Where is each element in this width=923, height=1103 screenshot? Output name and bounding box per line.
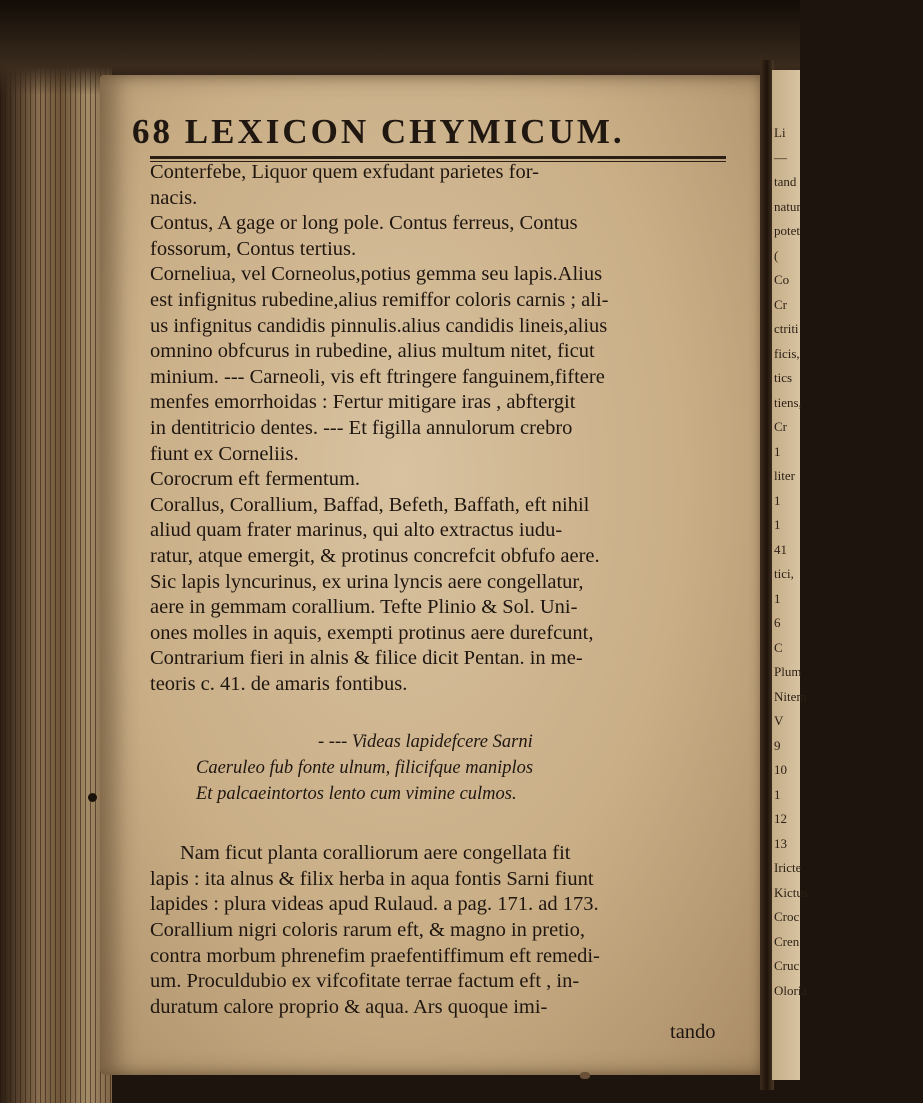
next-page-fragment: ( <box>774 247 779 263</box>
next-page-fragment: liter <box>774 468 795 483</box>
page-body <box>150 160 755 1046</box>
next-page-fragment: 1 <box>774 590 781 606</box>
next-page-fragment: 1 <box>774 517 781 532</box>
next-page-fragment: V <box>774 713 784 728</box>
text-line: Corneliua, vel Corneolus,potius gemma seu lapis.Alius <box>150 263 603 286</box>
text-line: est infignitus rubedine,alius remiffor coloris carnis ; ali- <box>150 288 609 311</box>
next-page-fragment: potet <box>774 223 800 238</box>
next-page-fragment: Cruc <box>774 958 800 973</box>
page-stack-lines <box>0 0 112 1103</box>
next-page-fragment: 12 <box>774 811 787 826</box>
text-line: nacis. <box>150 186 198 209</box>
text-line: fossorum, Contus tertius. <box>150 237 357 260</box>
verse-line: - --- Videas lapidefcere Sarni <box>318 732 533 753</box>
text-line: aere in gemmam corallium. Tefte Plinio & Sol. Uni- <box>150 596 578 619</box>
text-line: Nam ficut planta coralliorum aere congellata fit <box>180 842 571 865</box>
text-line: omnino obfcurus in rubedine, alius multum nitet, ficut <box>150 340 595 363</box>
text-line: um. Proculdubio ex vifcofitate terrae factum eft , in- <box>150 970 580 993</box>
next-page-fragment: Iricte <box>774 860 802 875</box>
text-line: teoris c. 41. de amaris fontibus. <box>150 672 408 695</box>
text-line: Conterfebe, Liquor quem exfudant parietes for- <box>150 161 539 183</box>
next-page-edge <box>772 70 808 1080</box>
text-line: Contrarium fieri in alnis & filice dicit Pentan. in me- <box>150 647 583 670</box>
next-page-fragment: 41 <box>774 541 787 557</box>
text-line: contra morbum phrenefim praefentiffimum eft remedi- <box>150 944 600 967</box>
next-page-fragment: tand <box>774 174 797 189</box>
next-page-fragment: ctriti <box>774 321 799 336</box>
next-page-fragment: tici, <box>774 566 794 581</box>
verse-line: Caeruleo fub fonte ulnum, filicifque maniplos <box>196 758 534 779</box>
running-head: 68 LEXICON CHYMICUM. <box>132 112 625 151</box>
next-page-fragment: Cr <box>774 419 787 434</box>
text-line: Corocrum eft fermentum. <box>150 468 361 491</box>
text-line: lapides : plura videas apud Rulaud. a pag. 171. ad 173. <box>150 893 599 916</box>
text-line: lapis : ita alnus & filix herba in aqua fontis Sarni fiunt <box>150 867 594 890</box>
next-page-fragment: tiens, <box>774 394 802 410</box>
text-line: us infignitus candidis pinnulis.alius candidis lineis,alius <box>150 314 608 337</box>
text-line: menfes emorrhoidas : Fertur mitigare iras , abftergit <box>150 391 576 414</box>
text-line: minium. --- Carneoli, vis eft ftringere fanguinem,fiftere <box>150 365 605 388</box>
text-line: fiunt ex Corneliis. <box>150 442 299 465</box>
text-line: Sic lapis lyncurinus, ex urina lyncis aere congellatur, <box>150 570 584 593</box>
verse-line: Et palcaeintortos lento cum vimine culmos. <box>196 783 517 804</box>
ink-blot <box>88 793 97 802</box>
text-line: in dentitricio dentes. --- Et figilla annulorum crebro <box>150 416 573 439</box>
paragraph-gap <box>150 807 755 841</box>
next-page-fragment: 9 <box>774 737 781 753</box>
next-page-fragment: — <box>774 149 787 165</box>
text-line: Corallium nigri coloris rarum eft, & magno in pretio, <box>150 919 585 942</box>
next-page-fragment: natur <box>774 198 801 214</box>
next-page-fragment: Nitem <box>774 688 807 704</box>
next-page-fragment: tics <box>774 370 793 385</box>
text-line: duratum calore proprio & aqua. Ars quoque imi- <box>150 995 548 1018</box>
catchword: tando <box>670 1021 716 1044</box>
text-line: ratur, atque emergit, & protinus concrefcit obfufo aere. <box>150 544 600 567</box>
next-page-fragment: 1 <box>774 443 781 459</box>
text-line: Corallus, Corallium, Baffad, Befeth, Baffath, eft nihil <box>150 493 590 516</box>
next-page-fragment: 1 <box>774 492 781 508</box>
text-line: Contus, A gage or long pole. Contus ferreus, Contus <box>150 212 578 235</box>
next-page-fragment: Li <box>774 125 786 140</box>
next-page-fragment: Co <box>774 272 790 287</box>
next-page-fragment: 6 <box>774 615 781 630</box>
next-page-fragment: Cr <box>774 296 787 312</box>
next-page-fragment: Croc <box>774 909 800 924</box>
next-page-fragment: ficis, <box>774 345 800 361</box>
text-line: aliud quam frater marinus, qui alto extractus iudu- <box>150 519 563 542</box>
next-page-fragment: Oloria <box>774 982 808 998</box>
next-page-fragment: Plum <box>774 664 802 679</box>
next-page-fragment: 1 <box>774 786 781 802</box>
paper-blemish <box>580 1072 590 1079</box>
next-page-fragment: 13 <box>774 835 787 851</box>
next-page-fragment: Cren <box>774 933 800 949</box>
text-line: ones molles in aquis, exempti protinus aere durefcunt, <box>150 621 594 644</box>
next-page-fragment: C <box>774 639 783 655</box>
next-page-fragment: 10 <box>774 762 787 777</box>
stanza-gap <box>150 697 755 730</box>
next-page-fragment: Kictus <box>774 884 808 900</box>
